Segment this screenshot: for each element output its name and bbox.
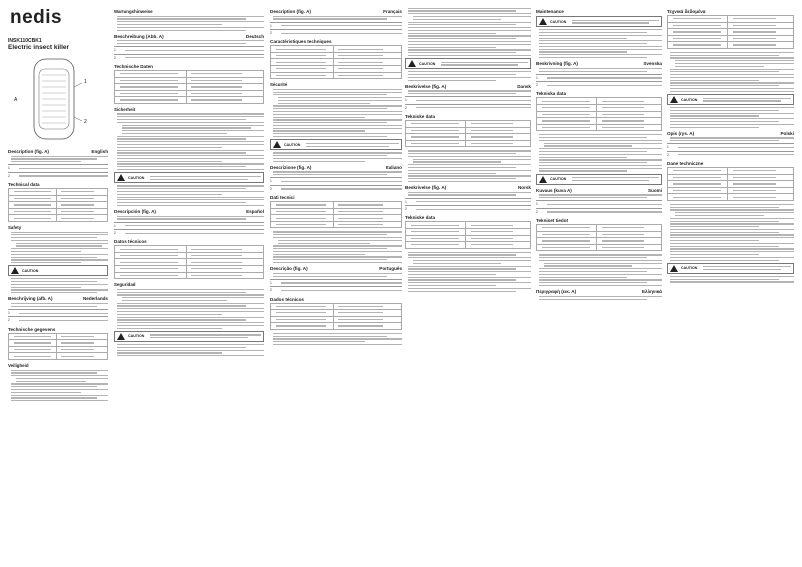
pl-description-heading: Opis (rys. A) Polski	[667, 130, 794, 136]
warning-triangle-icon	[273, 141, 281, 148]
fi-tech-table	[536, 224, 662, 251]
part-label-2: 2	[84, 119, 87, 125]
pl-tech-table	[667, 167, 794, 201]
column-6: Τεχνικά δεδομένα CAUTION Opis (rys. A) Polski 1 2 Dane techniczne CAUTION	[667, 6, 794, 285]
en-description-heading: Description (fig. A) English	[8, 149, 108, 154]
warning-triangle-icon	[670, 265, 678, 272]
column-2: Wartungshinweise Beschreibung (Abb. A) Deutsch 1 2 Technische Daten Sicherheit CAUTION Descripción (fig. A) Español 1 2 Datos técnicos Seguridad CAUTION	[114, 6, 264, 358]
el-description-heading: Περιγραφή (εικ. A) Ελληνικά	[536, 289, 662, 295]
insect-killer-drawing	[24, 57, 84, 141]
pt-description-heading: Descrição (fig. A) Português	[270, 266, 402, 272]
es-description-heading: Descripción (fig. A) Español	[114, 209, 264, 215]
da-tech-table	[405, 120, 531, 147]
product-name: Electric insect killer	[8, 44, 70, 51]
model-number: INSK110CBK1	[8, 38, 42, 44]
part-label-1: 1	[84, 79, 87, 85]
sv-tech-table	[536, 97, 662, 131]
warning-triangle-icon	[539, 18, 547, 25]
fr-description-heading: Description (fig. A) Français	[270, 9, 402, 14]
brand-logo: nedis	[10, 7, 63, 28]
el-tech-table	[667, 15, 794, 49]
column-1: nedis INSK110CBK1 Electric insect killer A 1 2 Description (fig. A) English 1 2 Technical data Safety CAUTION Beschrijving (afb. A) Nederlands 1 2 Technische gegevens Veiligheid	[8, 6, 108, 403]
sv-description-heading: Beskrivning (fig. A) Svenska	[536, 61, 662, 67]
it-description-heading: Descrizione (fig. A) Italiano	[270, 164, 402, 170]
column-3: Description (fig. A) Français 1 2 Caractéristiques techniques Sécurité CAUTION Descrizione (fig. A) Italiano 1 2 Dati tecnici Descrição (fig. A) Português 1 2 Dados técnicos	[270, 6, 402, 347]
pt-tech-table	[270, 303, 402, 330]
column-5: Maintenance CAUTION Beskrivning (fig. A) Svenska 1 2 Tekniska data CAUTION Kuvaus (kuva A) Suomi 1 2 Tekniset tiedot Περιγραφή (εικ. A) Ελληνικά	[536, 6, 662, 302]
it-tech-table	[270, 201, 402, 228]
warning-triangle-icon	[539, 176, 547, 183]
warning-triangle-icon	[117, 333, 125, 340]
da-description-heading: Beskrivelse (fig. A) Dansk	[405, 83, 531, 89]
nl-tech-table	[8, 333, 108, 360]
en-warning-box: CAUTION	[8, 265, 108, 276]
warning-triangle-icon	[117, 174, 125, 181]
de-warning-box: CAUTION	[114, 172, 264, 183]
fi-description-heading: Kuvaus (kuva A) Suomi	[536, 187, 662, 193]
warning-triangle-icon	[670, 96, 678, 103]
de-description-heading: Beschreibung (Abb. A) Deutsch	[114, 33, 264, 39]
de-tech-table	[114, 70, 264, 104]
device-illustration	[14, 57, 87, 141]
en-safety-heading: Safety	[8, 224, 22, 230]
column-4: CAUTION Beskrivelse (fig. A) Dansk 1 2 Tekniske data Beskrivelse (fig. A) Norsk 1 2 Tekniske data	[405, 6, 531, 294]
no-tech-table	[405, 221, 531, 248]
en-tech-table	[8, 188, 108, 222]
figure-label: A	[14, 97, 18, 103]
warning-triangle-icon	[408, 60, 416, 67]
en-tech-heading: Technical data	[8, 182, 40, 188]
fr-tech-table	[270, 45, 402, 79]
warning-triangle-icon	[11, 267, 19, 274]
nl-description-heading: Beschrijving (afb. A) Nederlands	[8, 296, 108, 302]
en-language: English	[91, 149, 108, 154]
no-description-heading: Beskrivelse (fig. A) Norsk	[405, 185, 531, 191]
es-tech-table	[114, 245, 264, 279]
